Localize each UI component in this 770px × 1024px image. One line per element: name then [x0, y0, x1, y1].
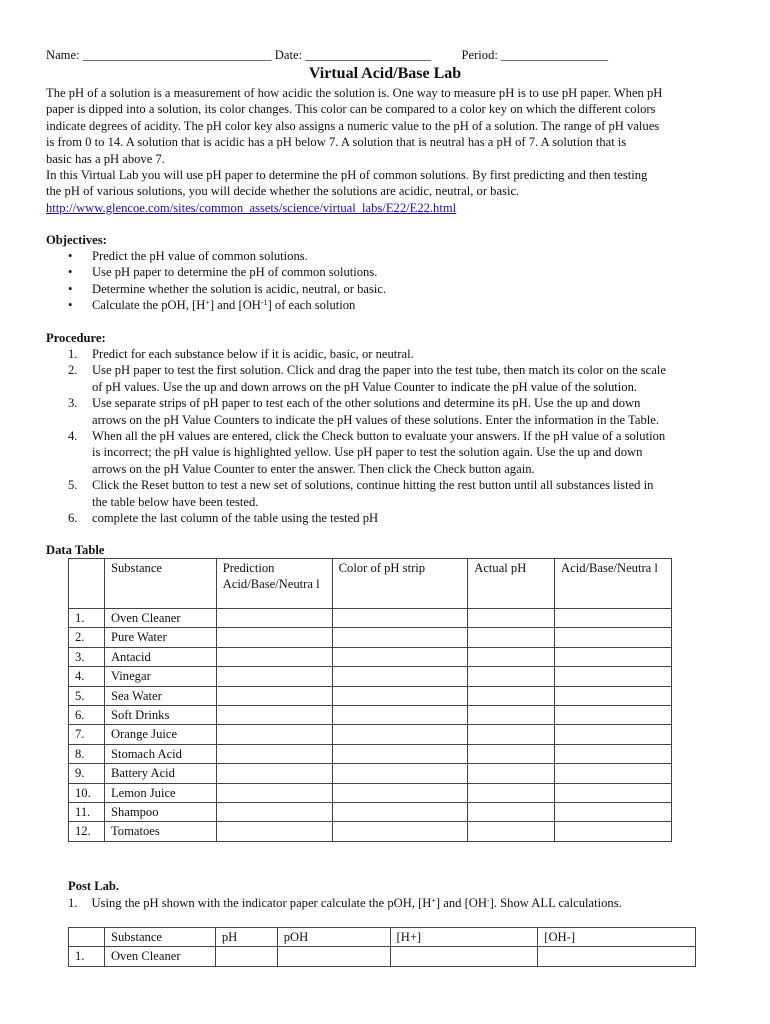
answer-cell[interactable] [216, 803, 332, 822]
answer-cell[interactable] [555, 764, 672, 783]
answer-cell[interactable] [555, 609, 672, 628]
answer-cell[interactable] [216, 667, 332, 686]
list-item: • Predict the pH value of common solutions. [68, 249, 308, 263]
list-item: • Use pH paper to determine the pH of common solutions. [68, 265, 378, 280]
post-lab-table [68, 927, 696, 967]
row-number: 1. [69, 947, 105, 966]
answer-cell[interactable] [216, 686, 332, 705]
row-number: 4. [69, 667, 105, 686]
answer-cell[interactable] [468, 706, 555, 725]
table-row [69, 667, 672, 686]
answer-cell[interactable] [555, 725, 672, 744]
table-row [69, 764, 672, 783]
answer-cell[interactable] [555, 628, 672, 647]
name-label: Name: [46, 48, 80, 62]
answer-cell[interactable] [555, 706, 672, 725]
answer-cell[interactable] [216, 783, 332, 802]
substance-cell: Stomach Acid [104, 744, 216, 763]
procedure-step: 6. complete the last column of the table using the tested pH [68, 511, 379, 526]
objectives-list [46, 248, 386, 314]
table-row [69, 647, 672, 666]
answer-cell[interactable] [216, 725, 332, 744]
answer-cell[interactable] [215, 947, 277, 966]
objectives-heading: Objectives: [46, 233, 107, 247]
answer-cell[interactable] [332, 744, 468, 763]
answer-cell[interactable] [555, 744, 672, 763]
procedure-step: 3. Use separate strips of pH paper to test each of the other solutions and determine its pH. Use the up and down arrows on the pH Value Counters to indicate the pH values of these solutions. Enter the information in the Table. [68, 396, 659, 427]
answer-cell[interactable] [332, 667, 468, 686]
answer-cell[interactable] [216, 822, 332, 841]
table-row [69, 706, 672, 725]
intro-line: the pH of various solutions, you will decide whether the solutions are acidic, neutral, or basic. [46, 184, 520, 199]
table-header-cell: Color of pH strip [332, 559, 468, 609]
substance-cell: Soft Drinks [104, 706, 216, 725]
answer-cell[interactable] [555, 686, 672, 705]
row-number: 9. [69, 764, 105, 783]
substance-cell: Vinegar [104, 667, 216, 686]
table-row [69, 686, 672, 705]
page-title: Virtual Acid/Base Lab [308, 65, 462, 82]
procedure-step: 4. When all the pH values are entered, click the Check button to evaluate your answers. If the pH value of a solution is incorrect; the pH value is highlighted yellow. Use pH paper to test the solution again. Use the up and down arrows on the pH Value Counter to enter the answer. Then click the Check button again. [68, 429, 666, 476]
answer-cell[interactable] [468, 628, 555, 647]
row-number: 10. [69, 783, 105, 802]
answer-cell[interactable] [332, 609, 468, 628]
table-header-cell: pOH [277, 928, 390, 947]
period-blank[interactable]: _________________ [501, 48, 609, 62]
substance-cell: Battery Acid [104, 764, 216, 783]
row-number: 7. [69, 725, 105, 744]
answer-cell[interactable] [216, 764, 332, 783]
procedure-list [46, 346, 736, 526]
answer-cell[interactable] [468, 667, 555, 686]
answer-cell[interactable] [216, 609, 332, 628]
data-table [68, 558, 672, 842]
row-number: 12. [69, 822, 105, 841]
answer-cell[interactable] [555, 783, 672, 802]
row-number: 3. [69, 647, 105, 666]
answer-cell[interactable] [332, 764, 468, 783]
table-row [69, 609, 672, 628]
post-lab-heading: Post Lab. [68, 879, 120, 893]
period-label: Period: [461, 48, 498, 62]
table-row [69, 628, 672, 647]
answer-cell[interactable] [468, 803, 555, 822]
post-lab-question: 1. Using the pH shown with the indicator paper calculate the pOH, [H+] and [OH-]. Show ALL calculations. [68, 896, 622, 910]
data-table-heading: Data Table [46, 543, 105, 557]
substance-cell: Orange Juice [104, 725, 216, 744]
answer-cell[interactable] [332, 822, 468, 841]
table-header-cell: Substance [104, 559, 216, 609]
virtual-lab-link[interactable]: http://www.glencoe.com/sites/common_assets/science/virtual_labs/E22/E22.html [46, 200, 457, 215]
answer-cell[interactable] [216, 628, 332, 647]
bullet-icon: • [68, 249, 73, 263]
bullet-icon: • [68, 298, 73, 313]
header-fields [46, 47, 608, 63]
substance-cell: Shampoo [104, 803, 216, 822]
answer-cell[interactable] [468, 725, 555, 744]
intro-paragraph [46, 85, 662, 216]
table-header-cell: Prediction Acid/Base/Neutra l [216, 559, 332, 609]
procedure-heading: Procedure: [46, 331, 106, 345]
table-header-cell [69, 928, 105, 947]
row-number: 5. [69, 686, 105, 705]
table-row [69, 822, 672, 841]
answer-cell[interactable] [216, 706, 332, 725]
procedure-step: 1. Predict for each substance below if it is acidic, basic, or neutral. [68, 347, 414, 361]
table-header-cell: Substance [104, 928, 215, 947]
answer-cell[interactable] [468, 609, 555, 628]
answer-cell[interactable] [468, 647, 555, 666]
substance-cell: Pure Water [104, 628, 216, 647]
answer-cell[interactable] [538, 947, 696, 966]
table-row [69, 803, 672, 822]
answer-cell[interactable] [332, 725, 468, 744]
procedure-step: 2. Use pH paper to test the first solution. Click and drag the paper into the test tube, then match its color on the scale of pH values. Use the up and down arrows on the pH Value Counter to indicate the pH value of the solution. [68, 363, 666, 394]
bullet-icon: • [68, 265, 73, 280]
intro-line: paper is dipped into a solution, its color changes. This color can be compared to a color key on which the different colors [46, 102, 656, 117]
answer-cell[interactable] [555, 803, 672, 822]
row-number: 1. [69, 609, 105, 628]
substance-cell: Oven Cleaner [104, 609, 216, 628]
row-number: 2. [69, 628, 105, 647]
table-row [69, 744, 672, 763]
table-row [69, 725, 672, 744]
answer-cell[interactable] [555, 667, 672, 686]
table-header-cell: Acid/Base/Neutra l [555, 559, 672, 609]
answer-cell[interactable] [216, 744, 332, 763]
substance-cell: Tomatoes [104, 822, 216, 841]
table-row [69, 947, 696, 966]
answer-cell[interactable] [468, 744, 555, 763]
bullet-icon: • [68, 281, 73, 296]
row-number: 11. [69, 803, 105, 822]
answer-cell[interactable] [277, 947, 390, 966]
row-number: 8. [69, 744, 105, 763]
name-blank[interactable]: ______________________________ [82, 48, 272, 62]
table-header-cell: pH [215, 928, 277, 947]
answer-cell[interactable] [555, 647, 672, 666]
answer-cell[interactable] [332, 628, 468, 647]
answer-cell[interactable] [332, 686, 468, 705]
row-number: 6. [69, 706, 105, 725]
table-header-cell: Actual pH [468, 559, 555, 609]
answer-cell[interactable] [390, 947, 538, 966]
table-header-cell: [H+] [390, 928, 538, 947]
substance-cell: Antacid [104, 647, 216, 666]
intro-line: is from 0 to 14. A solution that is acidic has a pH below 7. A solution that is neutral has a pH of 7. A solution that is [46, 135, 627, 150]
list-item: • Calculate the pOH, [H+] and $[OH^{-1}]$ of each solution [68, 298, 356, 313]
answer-cell[interactable] [468, 822, 555, 841]
intro-line: The pH of a solution is a measurement of how acidic the solution is. One way to measure pH is to use pH paper. When pH [46, 86, 663, 100]
list-item: • Determine whether the solution is acidic, neutral, or basic. [68, 281, 387, 296]
answer-cell[interactable] [332, 706, 468, 725]
answer-cell[interactable] [468, 764, 555, 783]
substance-cell: Lemon Juice [104, 783, 216, 802]
table-row [69, 783, 672, 802]
intro-line: basic has a pH above 7. [46, 151, 165, 166]
date-blank[interactable]: ____________________ [305, 48, 432, 62]
date-label: Date: [274, 48, 303, 62]
substance-cell: Oven Cleaner [104, 947, 215, 966]
table-header-row [69, 928, 696, 947]
intro-line: In this Virtual Lab you will use pH paper to determine the pH of common solutions. By first predicting and then testing [46, 168, 648, 183]
answer-cell[interactable] [468, 686, 555, 705]
substance-cell: Sea Water [104, 686, 216, 705]
answer-cell[interactable] [216, 647, 332, 666]
answer-cell[interactable] [332, 803, 468, 822]
answer-cell[interactable] [468, 783, 555, 802]
intro-line: indicate degrees of acidity. The pH color key also assigns a numeric value to the pH of a solution. The range of pH values [46, 118, 660, 133]
table-header-cell: [OH-] [538, 928, 696, 947]
table-header-row [69, 559, 672, 609]
procedure-step: 5. Click the Reset button to test a new set of solutions, continue hitting the rest button until all substances listed in the table below have been tested. [68, 478, 654, 509]
answer-cell[interactable] [332, 783, 468, 802]
table-header-cell [69, 559, 105, 609]
answer-cell[interactable] [332, 647, 468, 666]
answer-cell[interactable] [555, 822, 672, 841]
